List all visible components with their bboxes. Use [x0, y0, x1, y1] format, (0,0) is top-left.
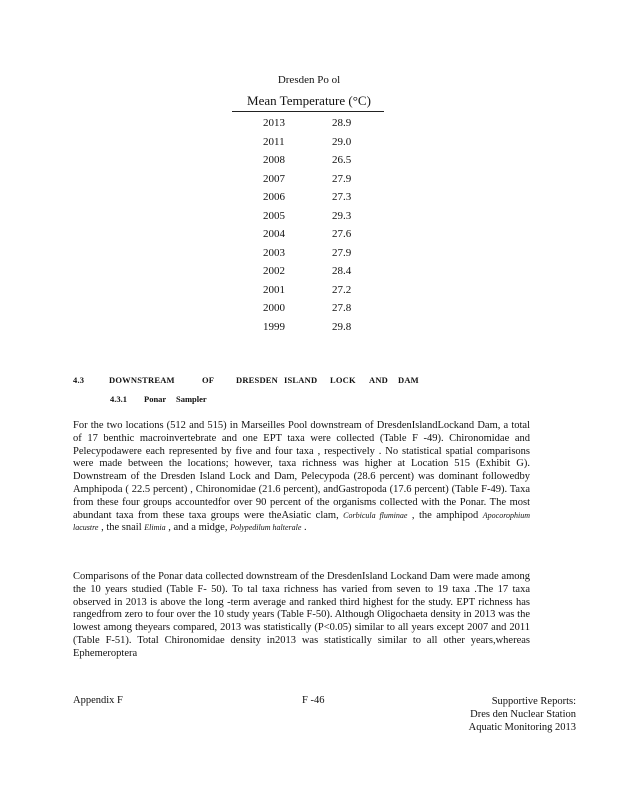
footer-report-title — [469, 695, 576, 734]
table-row — [232, 170, 384, 189]
table-rule — [232, 111, 384, 112]
paragraph-text: For the two locations (512 and 515) in Marseilles Pool downstream of DresdenIslandLockand Dam, a total of 17 benthic macroinvertebrate and one EPT taxa were collected (Table F -49). Chironomidae and Pelecypodawere each represented by five and four taxa , respectively . No statistical spatial comparisons were made between the locations; however, taxa richness was higher at Location 515 (Exhibit G). Downstream of the Dresden Island Lock and Dam, Pelecypoda (28.6 percent) was dominant followedby Amphipoda ( 22.5 percent) , Chironomidae (21.6 percent), andGastropoda (17.6 percent) (Table F-49). Taxa from these four groups accountedfor over 90 percent of the organisms collected with the Ponar. The most abundant taxa from these taxa groups were theAsiatic clam, — [73, 420, 530, 521]
section-word: ISLAND — [284, 375, 318, 385]
section-word: OF — [202, 375, 215, 385]
temperature-cell: 29.3 — [332, 209, 352, 222]
temperature-cell: 27.2 — [332, 283, 352, 296]
table-row — [232, 225, 384, 244]
year-cell: 2013 — [263, 117, 285, 129]
year-cell: 2002 — [263, 265, 285, 277]
table-row — [232, 114, 384, 133]
species-name: Apocorophium lacustre — [73, 510, 531, 533]
table-row — [232, 244, 384, 263]
paragraph-text: , the snail — [101, 522, 142, 534]
temperature-cell: 27.3 — [332, 191, 352, 203]
table-title: Dresden Po ol — [277, 74, 341, 86]
section-word: DRESDEN — [236, 375, 279, 385]
paragraph-ponar-results — [73, 420, 530, 535]
footer-page-number: F -46 — [302, 695, 325, 706]
subsection-word: Ponar — [144, 394, 167, 404]
species-name: Corbicula fluminae — [343, 510, 408, 520]
table-body — [232, 114, 384, 336]
section-word: LOCK — [330, 375, 356, 385]
paragraph-text: , the amphipod — [411, 509, 479, 521]
section-word: DOWNSTREAM — [109, 375, 175, 385]
paragraph-text: Comparisons of the Ponar data collected downstream of the DresdenIsland Lockand Dam were made among the 10 years studied (Table F- 50). To tal taxa richness has varied from seven to 19 taxa .The 17 taxa observed in 2013 is above the long -term average and ranked third highest for the study. EPT richness has rangedfrom zero to four over the 10 study years (Table F-50). Although Oligochaeta density in 2013 was the lowest among theyears compared, 2013 was statistically (P<0.05) similar to all years except 2007 and 2011 (Table F-51). Total Chironomidae density in2013 was statistically similar to all other years,whereas Ephemeroptera — [73, 571, 530, 659]
table-row — [232, 281, 384, 300]
year-cell: 2005 — [263, 209, 285, 222]
temperature-cell: 27.8 — [332, 302, 352, 314]
temperature-cell: 26.5 — [332, 154, 352, 166]
table-header: Mean Temperature (°C) — [247, 93, 371, 108]
year-cell: 2003 — [263, 246, 285, 259]
temperature-cell: 27.9 — [332, 172, 352, 185]
footer-appendix: Appendix F — [73, 695, 123, 706]
year-cell: 2008 — [263, 154, 285, 166]
table-row — [232, 133, 384, 152]
paragraph-text: , and a midge, — [168, 522, 228, 534]
section-word: AND — [369, 375, 389, 385]
footer-line: Aquatic Monitoring 2013 — [468, 722, 576, 733]
year-cell: 2001 — [263, 283, 285, 296]
temperature-cell: 28.4 — [332, 265, 352, 277]
table-row — [232, 262, 384, 281]
table-row — [232, 207, 384, 226]
year-cell: 2004 — [263, 228, 285, 240]
table-row — [232, 188, 384, 207]
table-row — [232, 318, 384, 337]
temperature-cell: 29.8 — [332, 320, 352, 333]
temperature-cell: 28.9 — [332, 117, 352, 129]
year-cell: 2007 — [263, 172, 285, 185]
subsection-number: 4.3.1 — [110, 394, 127, 404]
temperature-cell: 27.9 — [332, 246, 352, 259]
year-cell: 2006 — [263, 191, 285, 203]
footer-line: Supportive Reports: — [491, 696, 576, 707]
paragraph-text: . — [304, 522, 307, 534]
year-cell: 1999 — [263, 320, 285, 333]
subsection-word: Sampler — [176, 394, 207, 404]
paragraph-comparisons — [73, 571, 530, 661]
year-cell: 2011 — [263, 135, 285, 148]
species-name: Polypedilum halterale — [230, 523, 302, 533]
temperature-cell: 27.6 — [332, 228, 352, 240]
table-row — [232, 299, 384, 318]
section-word: DAM — [398, 375, 419, 385]
year-cell: 2000 — [263, 302, 285, 314]
section-number: 4.3 — [73, 375, 85, 385]
species-name: Elimia — [144, 523, 166, 533]
temperature-cell: 29.0 — [332, 135, 352, 148]
table-row — [232, 151, 384, 170]
footer-line: Dres den Nuclear Station — [470, 709, 576, 720]
